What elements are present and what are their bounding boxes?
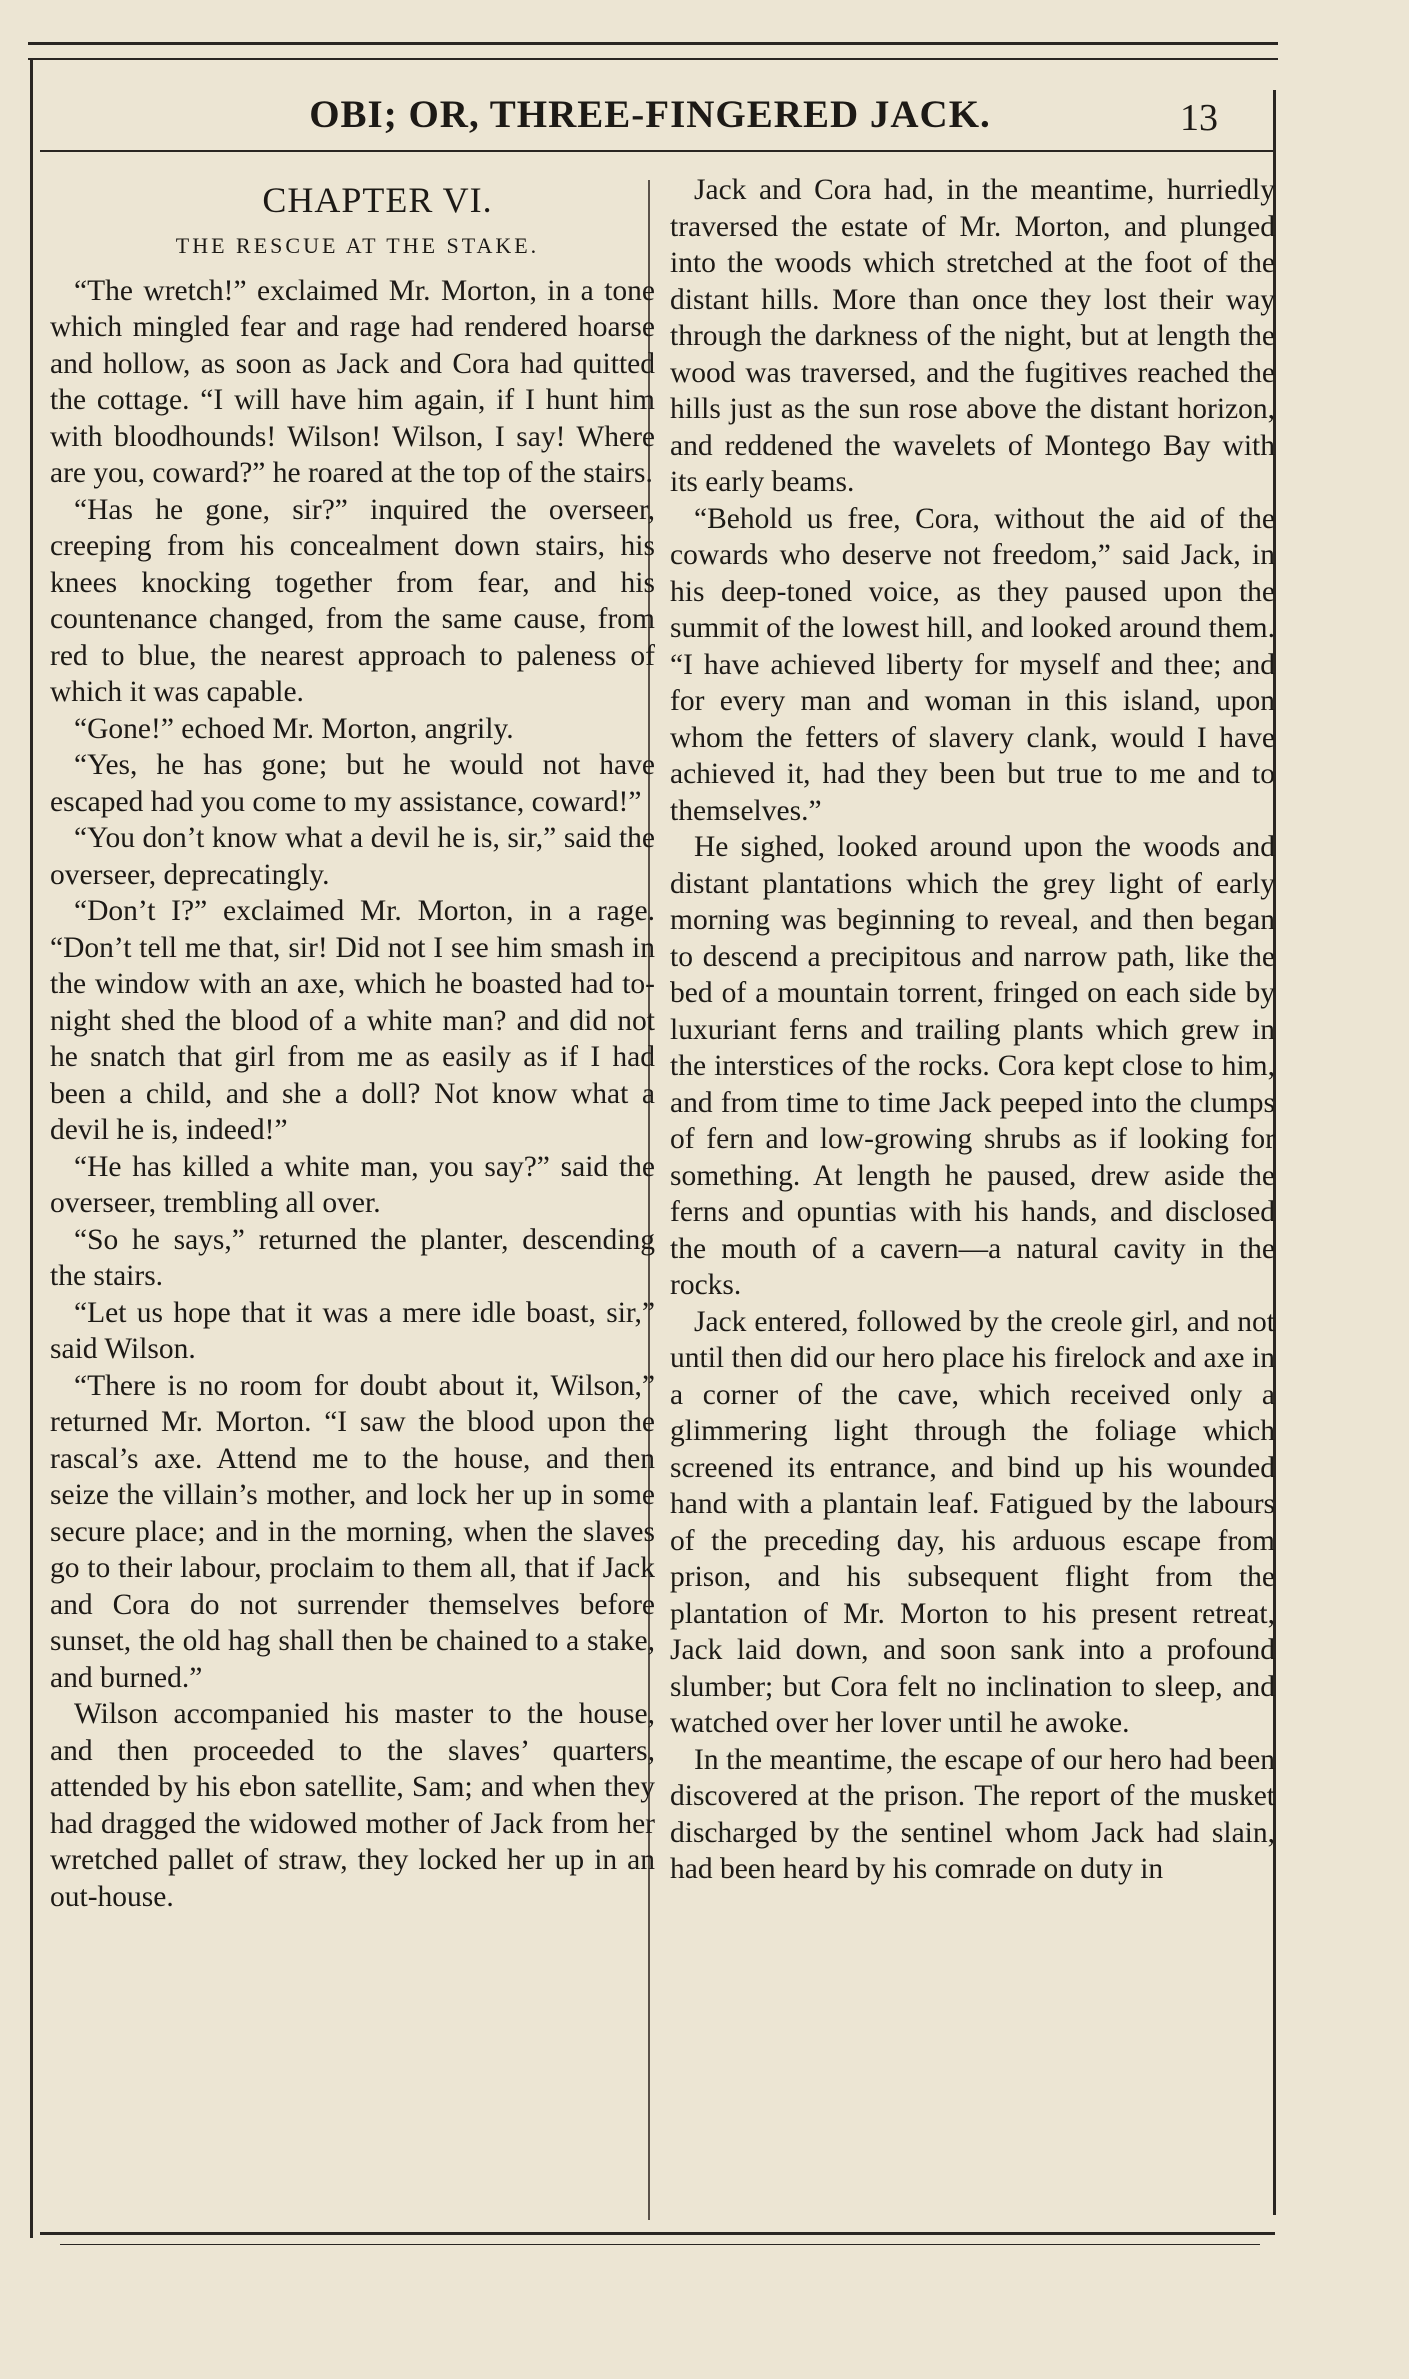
top-rule-inner bbox=[28, 58, 1278, 60]
paragraph: “Gone!” echoed Mr. Morton, angrily. bbox=[74, 712, 514, 745]
paragraph: “You don’t know what a devil he is, sir,” said the overseer, deprecatingly. bbox=[50, 822, 655, 891]
top-rule-outer bbox=[28, 42, 1278, 45]
paragraph: “Has he gone, sir?” inquired the overseer, creeping from his concealment down stairs, his knees knocking together from fear, and his countenance changed, from the same cause, from red to blue, the nearest approach to paleness of which it was capable. bbox=[50, 493, 655, 708]
paragraph: “He has killed a white man, you say?” said the overseer, trembling all over. bbox=[50, 1150, 655, 1219]
paragraph: “The wretch!” exclaimed Mr. Morton, in a tone which mingled fear and rage had rendered hoarse and hollow, as soon as Jack and Cora had quitted the cottage. “I will have him again, if I hunt him with bloodhounds! Wilson! Wilson, I say! Where are you, coward?” he roared at the top of the stairs. bbox=[50, 274, 655, 489]
right-column bbox=[670, 172, 1275, 1888]
header-rule bbox=[40, 150, 1275, 152]
paragraph: “There is no room for doubt about it, Wilson,” returned Mr. Morton. “I saw the blood upon the rascal’s axe. Attend me to the house, and then seize the villain’s mother, and lock her up in some secure place; and in the morning, when the slaves go to their labour, proclaim to them all, that if Jack and Cora do not surrender themselves before sunset, the old hag shall then be chained to a stake, and burned.” bbox=[50, 1369, 655, 1694]
paragraph: Jack and Cora had, in the meantime, hurriedly traversed the estate of Mr. Morton, and plunged into the woods which stretched at the foot of the distant hills. More than once they lost their way through the darkness of the night, but at length the wood was traversed, and the fugitives reached the hills just as the sun rose above the distant horizon, and reddened the wavelets of Montego Bay with its early beams. bbox=[670, 174, 1275, 498]
paragraph: He sighed, looked around upon the woods and distant plantations which the grey light of early morning was beginning to reveal, and then began to descend a precipitous and narrow path, like the bed of a mountain torrent, fringed on each side by luxuriant ferns and trailing plants which grew in the interstices of the rocks. Cora kept close to him, and from time to time Jack peeped into the clumps of fern and low-growing shrubs as if looking for something. At length he paused, drew aside the ferns and opuntias with his hands, and disclosed the mouth of a cavern—a natural cavity in the rocks. bbox=[670, 831, 1275, 1301]
paragraph: “Behold us free, Cora, without the aid of the cowards who deserve not freedom,” said Jack, in his deep-toned voice, as they paused upon the summit of the lowest hill, and looked around them. “I have achieved liberty for myself and thee; and for every man and woman in this island, upon whom the fetters of slavery clank, would I have achieved it, had they been but true to me and to themselves.” bbox=[670, 502, 1275, 827]
paragraph: In the meantime, the escape of our hero had been discovered at the prison. The report of the musket discharged by the sentinel whom Jack had slain, had been heard by his comrade on duty in bbox=[670, 1743, 1275, 1885]
left-border bbox=[30, 58, 33, 2238]
chapter-subtitle: THE RESCUE AT THE STAKE. bbox=[175, 233, 540, 258]
paragraph: Jack entered, followed by the creole girl, and not until then did our hero place his firelock and axe in a corner of the cave, which received only a glimmering light through the foliage which screened its entrance, and bind up his wounded hand with a plantain leaf. Fatigued by the labours of the preceding day, his arduous escape from prison, and his subsequent flight from the plantation of Mr. Morton to his present retreat, Jack laid down, and soon sank into a profound slumber; but Cora felt no inclination to sleep, and watched over her lover until he awoke. bbox=[670, 1305, 1275, 1739]
paragraph: Wilson accompanied his master to the house, and then proceeded to the slaves’ quarters, attended by his ebon satellite, Sam; and when they had dragged the widowed mother of Jack from her wretched pallet of straw, they locked her up in an out-house. bbox=[50, 1698, 655, 1913]
running-head-title: OBI; OR, THREE-FINGERED JACK. bbox=[309, 93, 991, 136]
paragraph: “Don’t I?” exclaimed Mr. Morton, in a rage. “Don’t tell me that, sir! Did not I see him smash in the window with an axe, which he boasted had to-night shed the blood of a white man? and did not he snatch that girl from me as easily as if I had been a child, and she a doll? Not know what a devil he is, indeed!” bbox=[50, 895, 655, 1146]
page-number: 13 bbox=[1180, 97, 1218, 139]
chapter-title: CHAPTER VI. bbox=[262, 180, 493, 220]
paragraph: “Yes, he has gone; but he would not have escaped had you come to my assistance, coward!” bbox=[50, 749, 655, 818]
bottom-rule-inner bbox=[60, 2244, 1260, 2245]
left-column bbox=[50, 172, 655, 1915]
paragraph: “So he says,” returned the planter, descending the stairs. bbox=[50, 1223, 655, 1292]
paragraph: “Let us hope that it was a mere idle boast, sir,” said Wilson. bbox=[50, 1296, 655, 1365]
bottom-rule bbox=[40, 2232, 1275, 2235]
